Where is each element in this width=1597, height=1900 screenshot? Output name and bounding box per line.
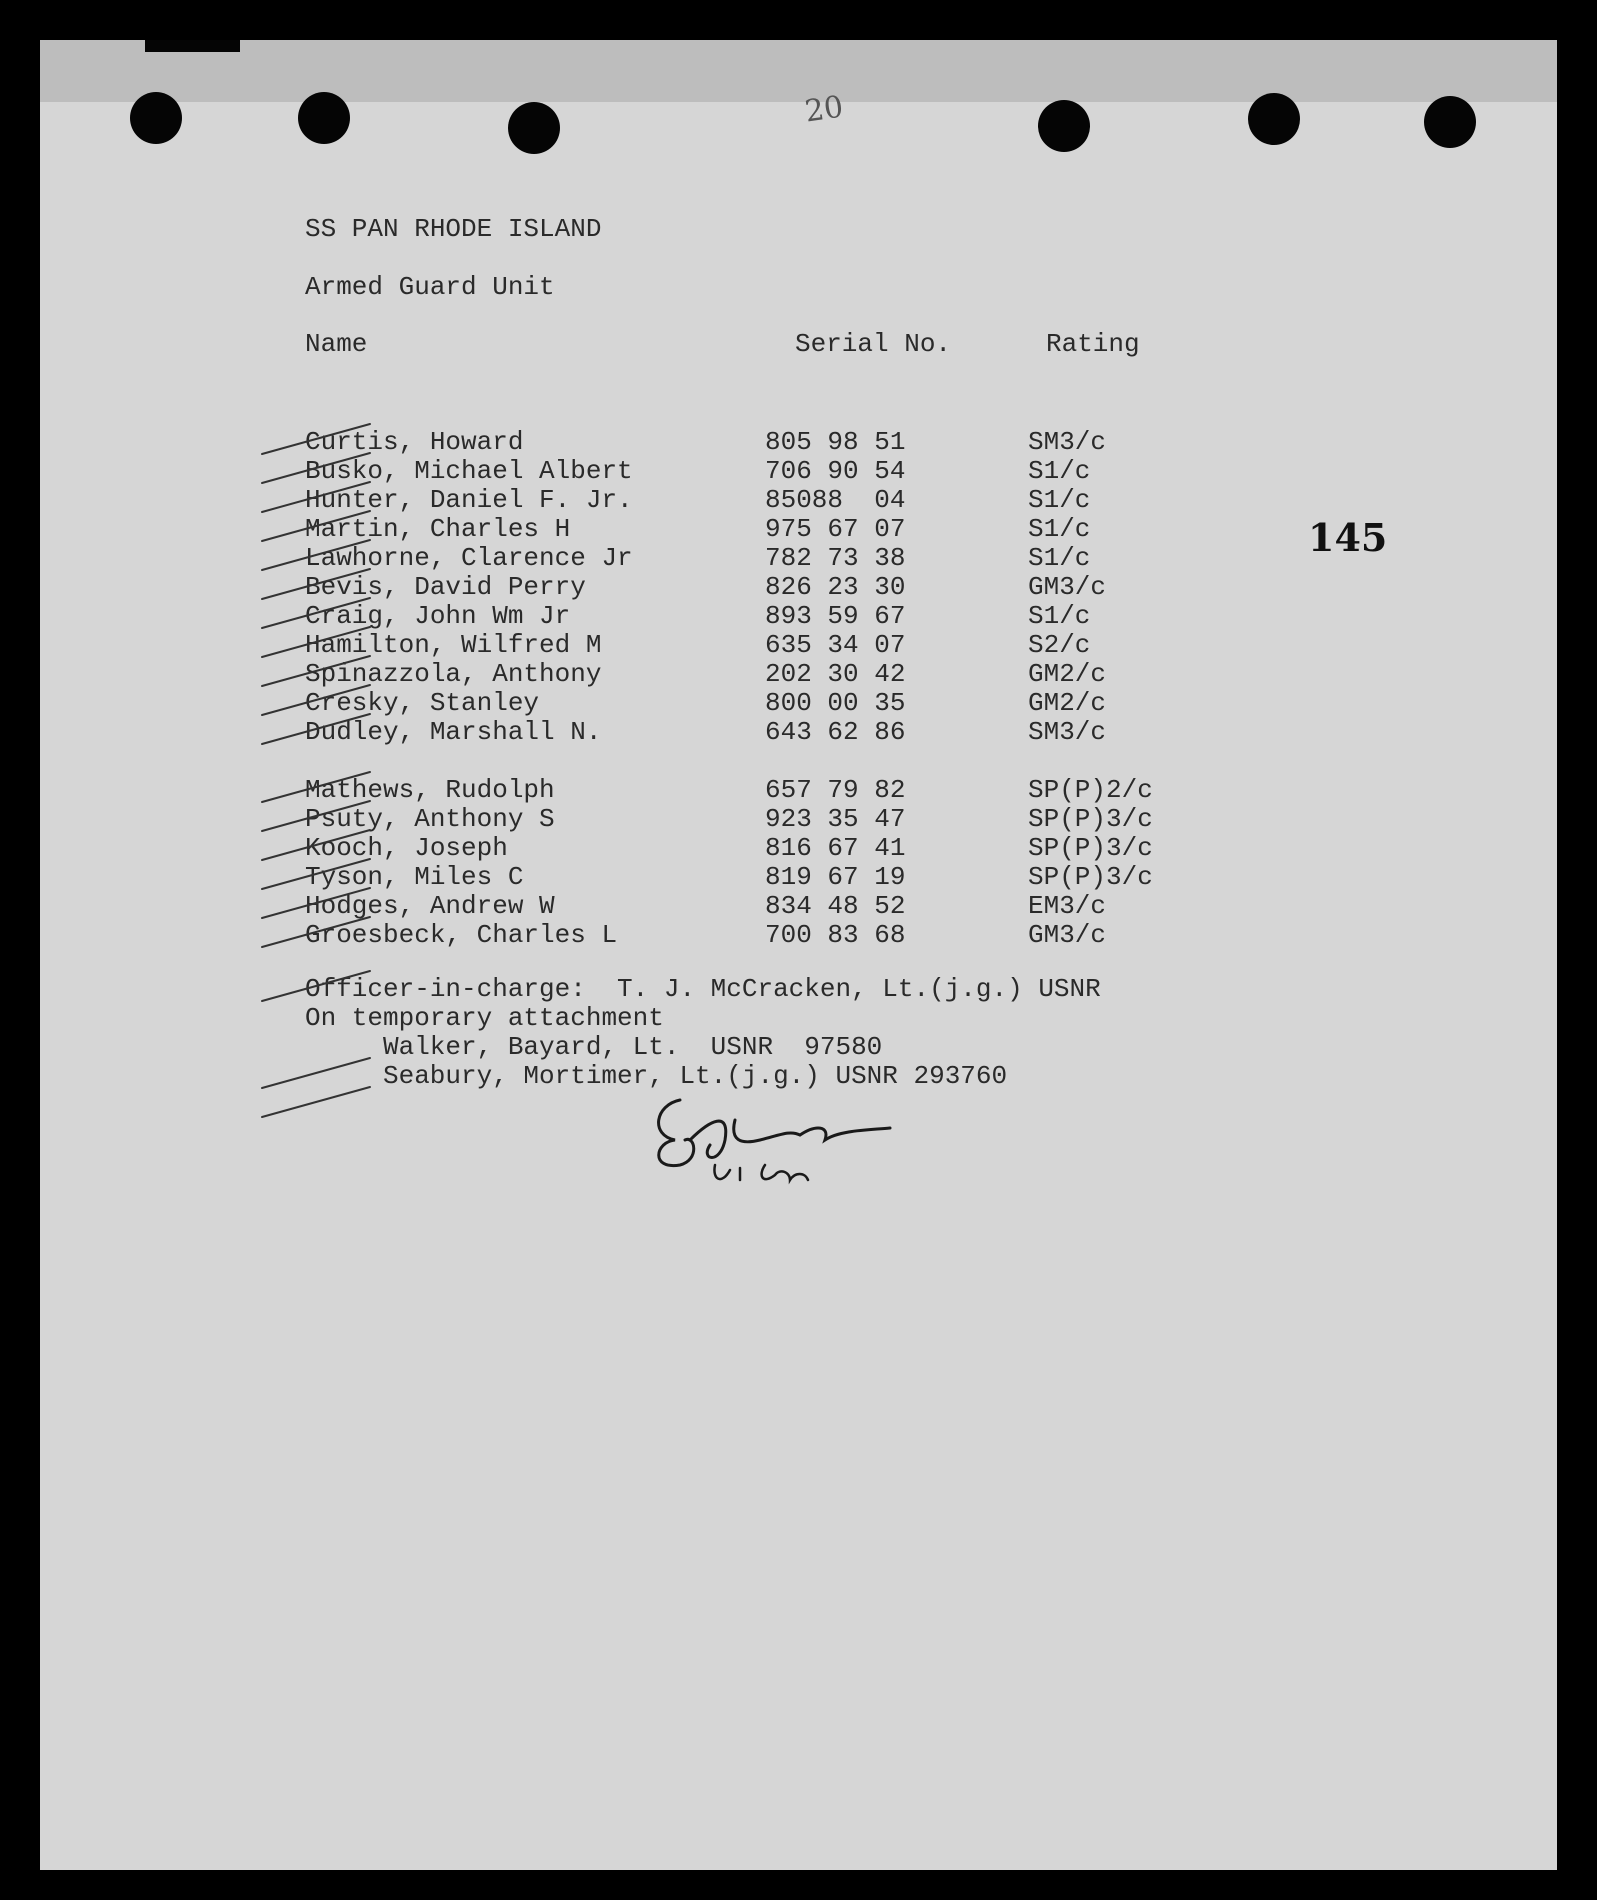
rating: EM3/c bbox=[1028, 891, 1107, 921]
serial-number: 782 73 38 bbox=[765, 543, 906, 573]
column-header-rating: Rating bbox=[1046, 329, 1140, 359]
crew-name: Kooch, Joseph bbox=[305, 833, 508, 863]
check-stroke bbox=[262, 540, 370, 570]
crew-name: Hamilton, Wilfred M bbox=[305, 630, 602, 660]
crew-name: Lawhorne, Clarence Jr bbox=[305, 543, 633, 573]
check-stroke bbox=[262, 511, 370, 541]
serial-number: 826 23 30 bbox=[765, 572, 906, 602]
check-marks bbox=[40, 40, 1557, 1870]
rating: SM3/c bbox=[1028, 717, 1107, 747]
rating: S2/c bbox=[1028, 630, 1091, 660]
serial-number: 643 62 86 bbox=[765, 717, 906, 747]
check-stroke bbox=[262, 859, 370, 889]
crew-name: Cresky, Stanley bbox=[305, 688, 540, 718]
crew-name: Hodges, Andrew W bbox=[305, 891, 555, 921]
page-mark: 20 bbox=[802, 89, 846, 130]
serial-number: 635 34 07 bbox=[765, 630, 906, 660]
serial-number: 85088 04 bbox=[765, 485, 906, 515]
serial-number: 816 67 41 bbox=[765, 833, 906, 863]
crew-name: Tyson, Miles C bbox=[305, 862, 524, 892]
crew-name: Craig, John Wm Jr bbox=[305, 601, 571, 631]
serial-number: 893 59 67 bbox=[765, 601, 906, 631]
rating: SP(P)3/c bbox=[1028, 862, 1153, 892]
crew-name: Hunter, Daniel F. Jr. bbox=[305, 485, 633, 515]
check-stroke bbox=[262, 656, 370, 686]
rating: S1/c bbox=[1028, 514, 1091, 544]
crew-name: Curtis, Howard bbox=[305, 427, 524, 457]
check-stroke bbox=[262, 685, 370, 715]
rating: SP(P)2/c bbox=[1028, 775, 1153, 805]
rating: SP(P)3/c bbox=[1028, 833, 1153, 863]
rating: S1/c bbox=[1028, 456, 1091, 486]
serial-number: 706 90 54 bbox=[765, 456, 906, 486]
check-stroke bbox=[262, 772, 370, 802]
check-stroke bbox=[262, 627, 370, 657]
column-header-name: Name bbox=[305, 329, 368, 359]
check-stroke bbox=[262, 830, 370, 860]
check-stroke bbox=[262, 482, 370, 512]
check-stroke bbox=[262, 598, 370, 628]
crew-name: Martin, Charles H bbox=[305, 514, 571, 544]
check-stroke bbox=[262, 917, 370, 947]
check-stroke bbox=[262, 888, 370, 918]
rating: GM3/c bbox=[1028, 920, 1107, 950]
rating: S1/c bbox=[1028, 601, 1091, 631]
check-stroke bbox=[262, 971, 370, 1001]
unit-name: Armed Guard Unit bbox=[305, 272, 555, 302]
check-stroke bbox=[262, 1087, 370, 1117]
crew-name: Psuty, Anthony S bbox=[305, 804, 555, 834]
crew-name: Groesbeck, Charles L bbox=[305, 920, 618, 950]
serial-number: 923 35 47 bbox=[765, 804, 906, 834]
serial-number: 800 00 35 bbox=[765, 688, 906, 718]
check-stroke bbox=[262, 1058, 370, 1088]
temporary-attachment: On temporary attachment bbox=[305, 1003, 664, 1033]
attached-officer: Seabury, Mortimer, Lt.(j.g.) USNR 293760 bbox=[383, 1061, 1008, 1091]
serial-number: 700 83 68 bbox=[765, 920, 906, 950]
serial-number: 805 98 51 bbox=[765, 427, 906, 457]
check-stroke bbox=[262, 801, 370, 831]
serial-number: 834 48 52 bbox=[765, 891, 906, 921]
check-stroke bbox=[262, 569, 370, 599]
crew-name: Bevis, David Perry bbox=[305, 572, 586, 602]
rating: SP(P)3/c bbox=[1028, 804, 1153, 834]
rating: SM3/c bbox=[1028, 427, 1107, 457]
column-header-serial: Serial No. bbox=[795, 329, 952, 359]
rating: GM2/c bbox=[1028, 688, 1107, 718]
serial-number: 657 79 82 bbox=[765, 775, 906, 805]
officer-in-charge: Officer-in-charge: T. J. McCracken, Lt.(j.g.) USNR bbox=[305, 974, 1101, 1004]
document-page bbox=[40, 40, 1557, 1870]
crew-name: Spinazzola, Anthony bbox=[305, 659, 602, 689]
ship-name: SS PAN RHODE ISLAND bbox=[305, 214, 602, 244]
serial-number: 202 30 42 bbox=[765, 659, 906, 689]
rating: GM3/c bbox=[1028, 572, 1107, 602]
attached-officer: Walker, Bayard, Lt. USNR 97580 bbox=[383, 1032, 883, 1062]
crew-name: Dudley, Marshall N. bbox=[305, 717, 602, 747]
check-stroke bbox=[262, 424, 370, 454]
rating: S1/c bbox=[1028, 543, 1091, 573]
signature bbox=[640, 1080, 970, 1190]
check-stroke bbox=[262, 714, 370, 744]
serial-number: 975 67 07 bbox=[765, 514, 906, 544]
check-stroke bbox=[262, 453, 370, 483]
crew-name: Busko, Michael Albert bbox=[305, 456, 633, 486]
rating: GM2/c bbox=[1028, 659, 1107, 689]
rating: S1/c bbox=[1028, 485, 1091, 515]
page-number: 145 bbox=[1308, 515, 1388, 560]
serial-number: 819 67 19 bbox=[765, 862, 906, 892]
crew-name: Mathews, Rudolph bbox=[305, 775, 555, 805]
